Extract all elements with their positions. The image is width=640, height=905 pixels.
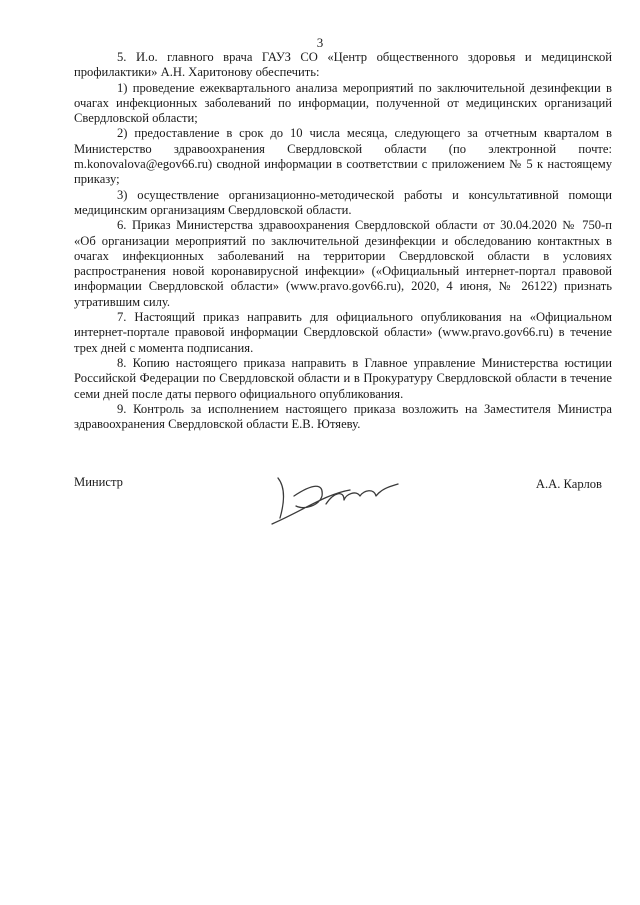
paragraph-item-6: 6. Приказ Министерства здравоохранения Свердловской области от 30.04.2020 № 750-п «Об организации мероприятий по заключительной дезинфекции и обследованию контактных в очагах инфекционных заболеваний на территории Свердловской области в условиях распространения новой коронавирусной инфекции» («Официальный интернет-портал правовой информации Свердловской области» (www.pravo.gov66.ru), 2020, 4 июня, № 26122) признать утратившим силу. <box>74 218 612 309</box>
signer-name: А.А. Карлов <box>535 477 602 491</box>
document-body <box>74 50 612 432</box>
paragraph-item-7: 7. Настоящий приказ направить для официального опубликования на «Официальном интернет-портале правовой информации Свердловской области» (www.pravo.gov66.ru) в течение трех дней с момента подписания. <box>74 310 612 355</box>
paragraph-item-9: 9. Контроль за исполнением настоящего приказа возложить на Заместителя Министра здравоохранения Свердловской области Е.В. Ютяеву. <box>74 401 612 432</box>
paragraph-item-5: 5. И.о. главного врача ГАУЗ СО «Центр общественного здоровья и медицинской профилактики» А.Н. Харитонову обеспечить: <box>74 50 612 80</box>
signer-title: Министр <box>74 475 123 489</box>
handwritten-signature <box>264 466 414 528</box>
paragraph-subitem-2: 2) предоставление в срок до 10 числа месяца, следующего за отчетным кварталом в Министерство здравоохранения Свердловской области (по электронной почте: m.konovalova@egov66.ru) сводной информации в соответствии с приложением № 5 к настоящему приказу; <box>74 126 612 187</box>
paragraph-subitem-3: 3) осуществление организационно-методической работы и консультативной помощи медицинским организациям Свердловской области. <box>74 187 612 217</box>
paragraph-item-8: 8. Копию настоящего приказа направить в Главное управление Министерства юстиции Российской Федерации по Свердловской области и в Прокуратуру Свердловской области в течение семи дней после даты первого официального опубликования. <box>74 355 612 401</box>
page-number: 3 <box>316 35 324 50</box>
signature-block <box>74 466 612 536</box>
paragraph-subitem-1: 1) проведение ежеквартального анализа мероприятий по заключительной дезинфекции в очагах инфекционных заболеваний по информации, полученной от медицинских организаций Свердловской области; <box>74 80 612 126</box>
